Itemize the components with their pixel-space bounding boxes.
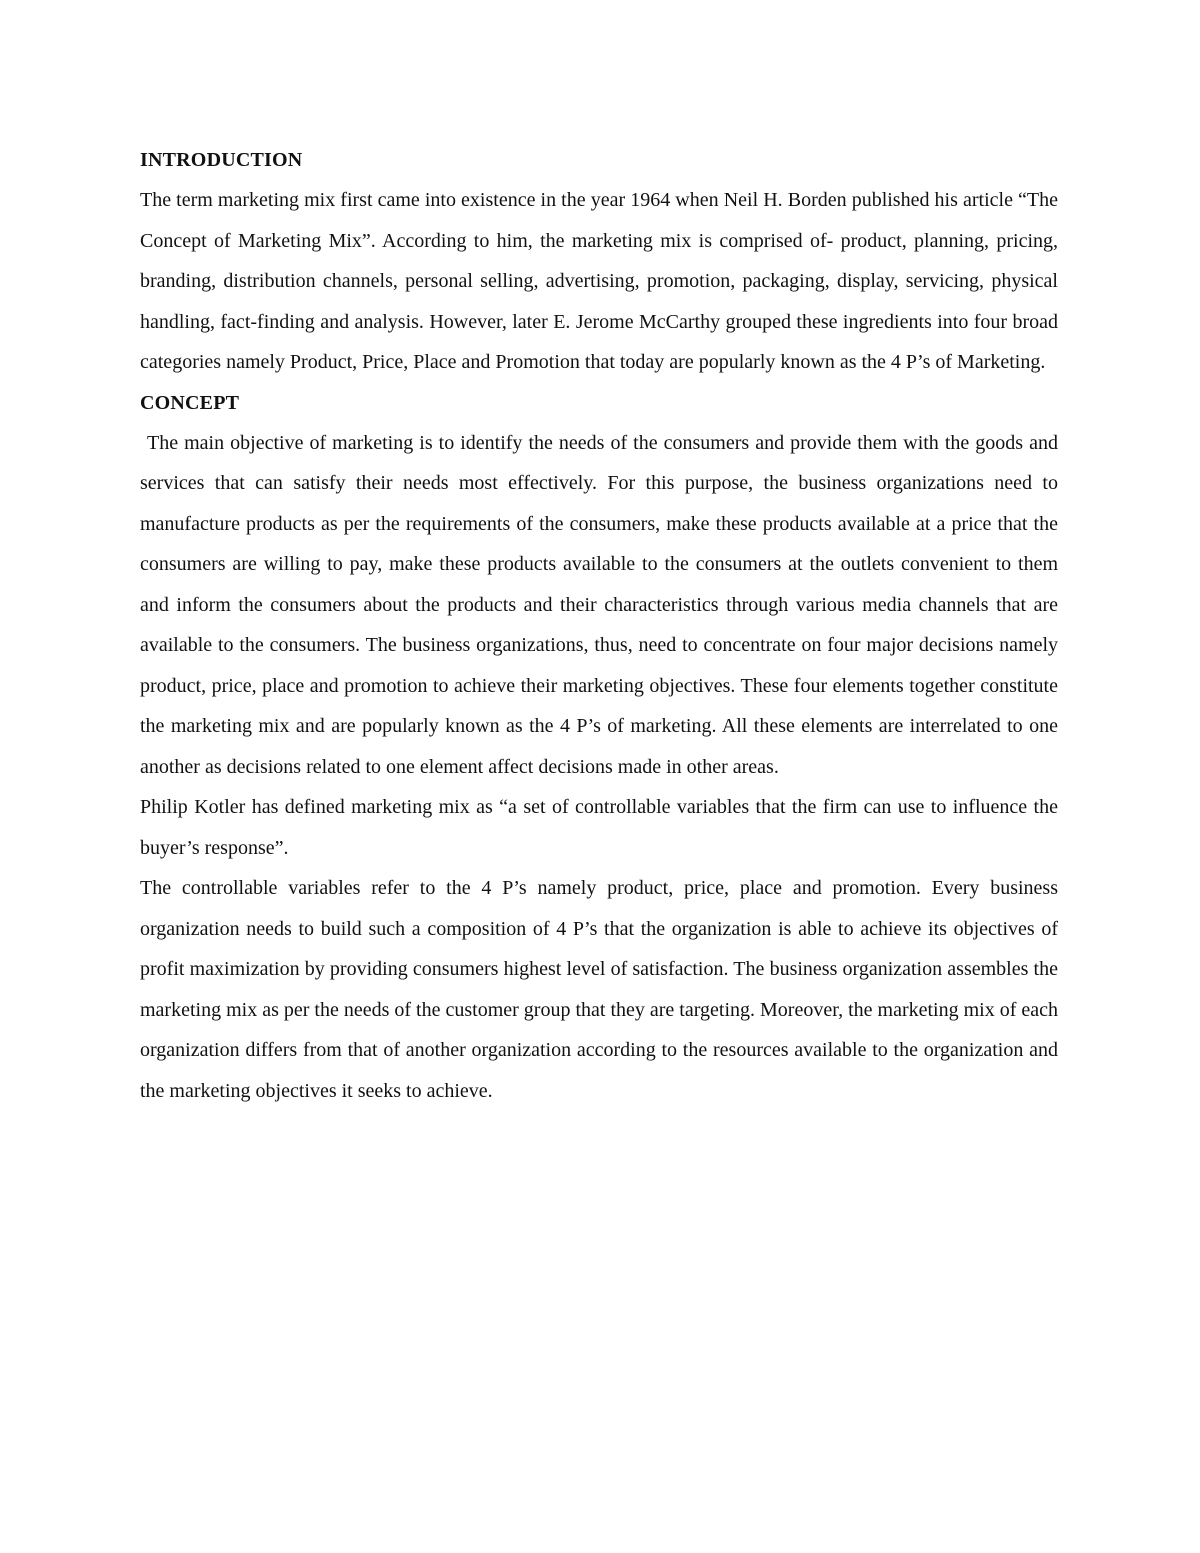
concept-paragraph-kotler-definition: Philip Kotler has defined marketing mix as “a set of controllable variables that the firm can use to influence the buyer’s response”. (140, 796, 1058, 859)
concept-heading: CONCEPT (140, 391, 240, 414)
document-body (140, 140, 1058, 1111)
introduction-heading: INTRODUCTION (140, 149, 303, 171)
concept-paragraph-controllable-variables: The controllable variables refer to the 4 P’s namely product, price, place and promotion. Every business organization needs to build such a composition of 4 P’s that the organization is able to achieve its objectives of profit maximization by providing consumers highest level of satisfaction. The business organization assembles the marketing mix as per the needs of the customer group that they are targeting. Moreover, the marketing mix of each organization differs from that of another organization according to the resources available to the organization and the marketing objectives it seeks to achieve. (140, 877, 1058, 1102)
introduction-paragraph: The term marketing mix first came into existence in the year 1964 when Neil H. Borden published his article “The Concept of Marketing Mix”. According to him, the marketing mix is comprised of- product, planning, pricing, branding, distribution channels, personal selling, advertising, promotion, packaging, display, servicing, physical handling, fact-finding and analysis. However, later E. Jerome McCarthy grouped these ingredients into four broad categories namely Product, Price, Place and Promotion that today are popularly known as the 4 P’s of Marketing. (140, 189, 1058, 373)
concept-paragraph-objective: The main objective of marketing is to identify the needs of the consumers and provide them with the goods and services that can satisfy their needs most effectively. For this purpose, the business organizations need to manufacture products as per the requirements of the consumers, make these products available at a price that the consumers are willing to pay, make these products available to the consumers at the outlets convenient to them and inform the consumers about the products and their characteristics through various media channels that are available to the consumers. The business organizations, thus, need to concentrate on four major decisions namely product, price, place and promotion to achieve their marketing objectives. These four elements together constitute the marketing mix and are popularly known as the 4 P’s of marketing. All these elements are interrelated to one another as decisions related to one element affect decisions made in other areas. (140, 431, 1058, 778)
